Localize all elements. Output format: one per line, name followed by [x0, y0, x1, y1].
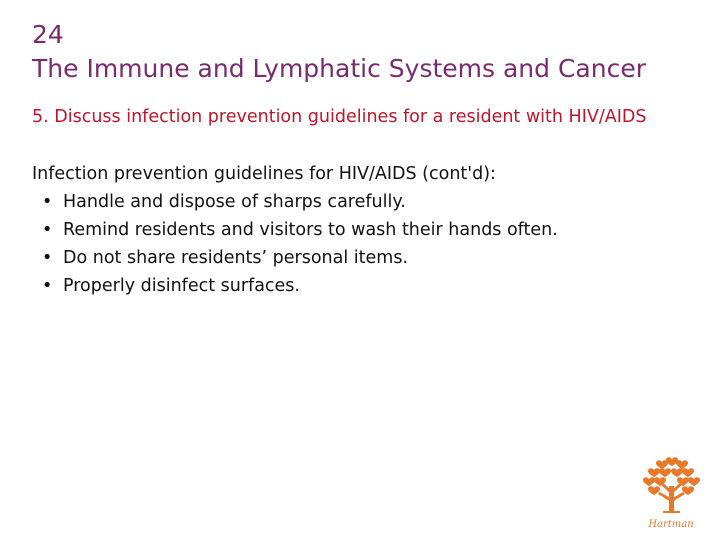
bullet-text: Properly disinfect surfaces. — [63, 276, 300, 296]
bullet-item — [32, 216, 692, 244]
hartman-logo — [640, 456, 702, 532]
bullet-icon: • — [42, 248, 53, 268]
chapter-name: The Immune and Lymphatic Systems and Cancer — [32, 54, 646, 83]
bullet-icon: • — [42, 220, 53, 240]
bullet-text: Handle and dispose of sharps carefully. — [63, 192, 406, 212]
chapter-number: 24 — [32, 20, 64, 49]
bullet-item — [32, 188, 692, 216]
bullet-list — [32, 188, 692, 300]
logo-text: Hartman — [648, 519, 694, 530]
learning-objective: 5. Discuss infection prevention guidelines for a resident with HIV/AIDS — [32, 107, 647, 127]
content-intro: Infection prevention guidelines for HIV/AIDS (cont'd): — [32, 164, 496, 184]
bullet-item — [32, 244, 692, 272]
bullet-text: Do not share residents’ personal items. — [63, 248, 409, 268]
slide-content — [32, 160, 692, 300]
bullet-text: Remind residents and visitors to wash their hands often. — [63, 220, 558, 240]
bullet-item — [32, 272, 692, 300]
bullet-icon: • — [42, 276, 53, 296]
heart-tree-logo-icon — [640, 456, 702, 532]
slide-title — [32, 18, 702, 86]
bullet-icon: • — [42, 192, 53, 212]
